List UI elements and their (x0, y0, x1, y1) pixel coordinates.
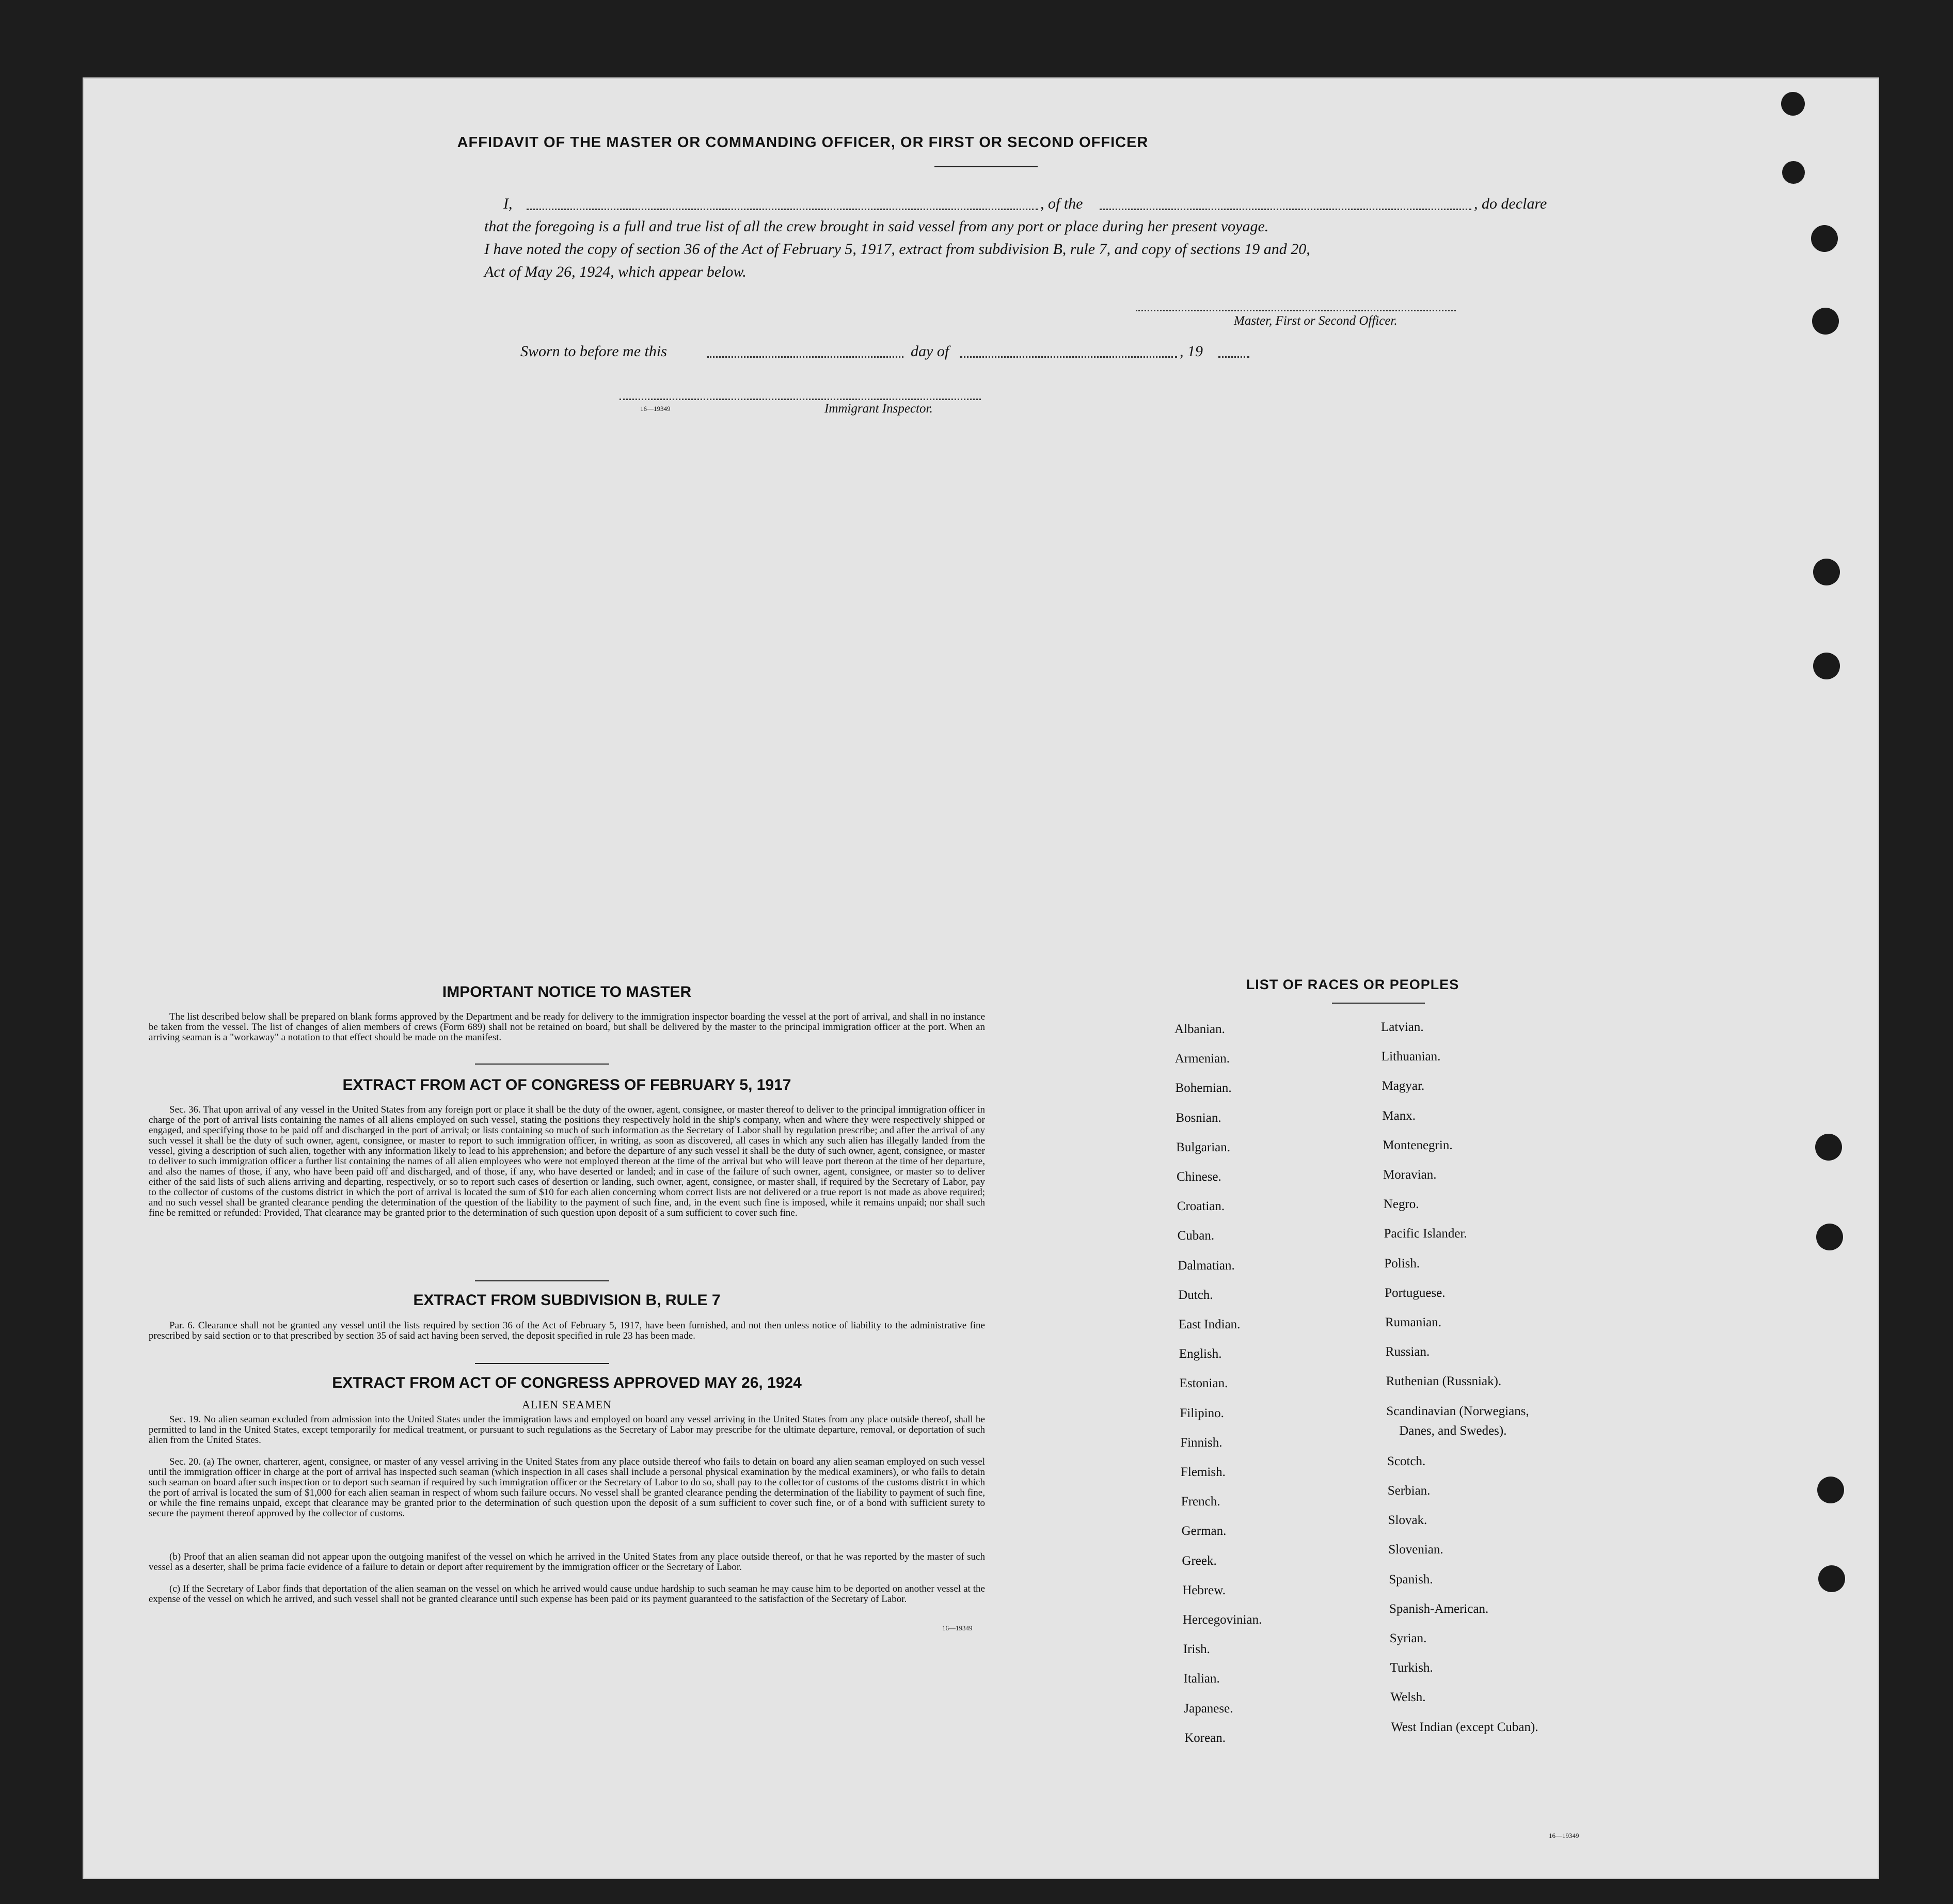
race-item: Bulgarian. (1176, 1140, 1231, 1154)
race-item: Russian. (1385, 1345, 1430, 1359)
race-item: Irish. (1183, 1642, 1210, 1657)
race-item: Albanian. (1174, 1022, 1225, 1036)
sworn-prefix: Sworn to before me this (520, 343, 667, 360)
race-item: Manx. (1382, 1108, 1416, 1123)
affidavit-do-declare: , do declare (1474, 195, 1547, 212)
race-item: Korean. (1184, 1731, 1226, 1745)
affidavit-title: AFFIDAVIT OF THE MASTER OR COMMANDING OFFICER, OR FIRST OR SECOND OFFICER (457, 134, 1149, 151)
race-item: Ruthenian (Russniak). (1386, 1374, 1502, 1389)
affidavit-of-the: , of the (1040, 195, 1083, 212)
sworn-year-field[interactable] (1218, 356, 1249, 358)
races-title-rule (1332, 1003, 1425, 1004)
extract-1917-rule (475, 1280, 609, 1281)
race-item: Slovak. (1388, 1513, 1427, 1528)
race-item: Lithuanian. (1381, 1050, 1441, 1064)
affidavit-line-4: Act of May 26, 1924, which appear below. (484, 263, 747, 280)
binder-hole (1818, 1565, 1845, 1592)
race-item: West Indian (except Cuban). (1391, 1720, 1538, 1734)
race-item: Spanish. (1389, 1572, 1433, 1586)
race-item: French. (1181, 1495, 1220, 1509)
race-item: Croatian. (1177, 1199, 1225, 1214)
binder-hole (1781, 92, 1805, 116)
notice-body: The list described below shall be prepared on blank forms approved by the Department and be ready for delivery to the immigration inspector boarding the vessel at the port of arrival, and shall in no instance be taken from the vessel. The list of changes of alien members of crews (Form 689) shall not be retained on board, but shall be delivered by the master to the principal immigration officer at the port. When an arriving seaman is a "workaway" a notation to that effect should be made on the manifest. (149, 1011, 985, 1043)
affidavit-line-3: I have noted the copy of section 36 of the Act of February 5, 1917, extract from subdivision B, rule 7, and copy of sections 19 and 20, (484, 241, 1310, 258)
rule7-heading: EXTRACT FROM SUBDIVISION B, RULE 7 (413, 1292, 721, 1309)
extract-form-number: 16—19349 (942, 1624, 973, 1632)
race-item: Scotch. (1387, 1454, 1426, 1468)
race-item: Welsh. (1390, 1690, 1426, 1705)
race-item: Latvian. (1381, 1020, 1424, 1034)
extract-1917-body: Sec. 36. That upon arrival of any vessel in the United States from any foreign port or place it shall be the duty of the owner, agent, consignee, or master thereof to deliver to the principal immigration officer in charge of the port of arrival lists containing the names of all aliens employed on such vessel, stating the positions they respectively hold in the ship's company, when and where they were respectively shipped or engaged, and specifying those to be paid off and discharged in the port of arrival; or lists containing so much of such information as the Secretary of Labor shall by regulation prescribe; and after the arrival of any such vessel it shall be the duty of such owner, agent, consignee, or master to report to such immigration officer, in writing, as soon as discovered, all cases in which any such alien has illegally landed from the vessel, giving a description of such alien, together with any information likely to lead to his apprehension; and before the departure of any such vessel it shall be the duty of such owner, agent, consignee, or master to deliver to such immigration officer a further list containing the names of all alien employees who were not employed thereon at the time of the arrival but who will leave port thereon at the time of her departure, and also the names of those, if any, who have been paid off and discharged, and of those, if any, who have deserted or landed; and in case of the failure of such owner, agent, consignee, or master so to deliver either of the said lists of such aliens arriving and departing, respectively, or so to report such cases of desertion or landing, such owner, agent, consignee, or master shall, if required by the Secretary of Labor, pay to the collector of customs of the customs district in which the port of arrival is located the sum of $10 for each alien concerning whom correct lists are not delivered or a true report is not made as above required; and no such vessel shall be granted clearance pending the determination of the question of the liability to the payment of such fine, and, in the event such fine is imposed, while it remains unpaid; nor shall such fine be remitted or refunded: Provided, That clearance may be granted prior to the determination of such question upon deposit of a sum sufficient to cover such fine. (149, 1104, 985, 1218)
binder-hole (1817, 1477, 1844, 1503)
binder-hole (1813, 559, 1840, 585)
race-item: Chinese. (1177, 1170, 1221, 1184)
manifest-page (83, 77, 1879, 1879)
race-item: Filipino. (1180, 1406, 1224, 1420)
race-item: Italian. (1183, 1672, 1220, 1686)
race-item: Slovenian. (1388, 1543, 1443, 1557)
race-item: Bohemian. (1175, 1081, 1232, 1096)
race-item: Serbian. (1387, 1484, 1431, 1498)
race-item: Montenegrin. (1383, 1138, 1453, 1152)
sec19-body: Sec. 19. No alien seaman excluded from admission into the United States under the immigration laws and employed on board any vessel arriving in the United States from any place outside thereof, shall be permitted to land in the United States, except temporarily for medical treatment, or pursuant to such regulations as the Secretary of Labor may prescribe for the ultimate departure, removal, or deportation of such alien from the United States. (149, 1414, 985, 1446)
binder-hole (1815, 1134, 1842, 1161)
affidavit-line-2: that the foregoing is a full and true list of all the crew brought in said vessel from any port or place during her present voyage. (484, 218, 1269, 235)
race-item: Estonian. (1179, 1376, 1228, 1391)
races-form-number: 16—19349 (1549, 1832, 1579, 1839)
sec20a-body: Sec. 20. (a) The owner, charterer, agent, consignee, or master of any vessel arriving in the United States from any place outside thereof who fails to detain on board any alien seaman employed on such vessel until the immigration officer in charge at the port of arrival has inspected such seaman (which inspection in all cases shall include a personal physical examination by the medical examiners), or who fails to detain such seaman on board after such inspection or to deport such seaman if required by such immigration officer or the Secretary of Labor to do so, shall pay to the collector of customs of the customs district in which the port of arrival is located the sum of $1,000 for each alien seaman in respect of whom such failure occurs. No vessel shall be granted clearance pending the determination of the liability to payment of such fine, or while the fine remains unpaid, except that clearance may be granted prior to the determination of such question upon the deposit of a sum sufficient to cover such fine, or of a bond with sufficient surety to secure the payment thereof approved by the collector of customs. (149, 1456, 985, 1519)
race-item: East Indian. (1179, 1318, 1241, 1331)
affidavit-title-rule (934, 166, 1038, 167)
race-item: English. (1179, 1347, 1222, 1361)
race-item: Hercegovinian. (1183, 1613, 1262, 1627)
race-item: Rumanian. (1385, 1315, 1442, 1329)
race-item: Scandinavian (Norwegians, (1386, 1404, 1529, 1418)
race-item: Greek. (1182, 1553, 1217, 1568)
race-item: Magyar. (1382, 1079, 1425, 1093)
race-item: Dalmatian. (1178, 1258, 1235, 1273)
race-item: Turkish. (1390, 1661, 1433, 1675)
race-item: Dutch. (1178, 1288, 1213, 1302)
sec20c-body: (c) If the Secretary of Labor finds that deportation of the alien seaman on the vessel on which he arrived would cause undue hardship to such seaman he may cause him to be deported on another vessel at the expense of the vessel on which he arrived, and such vessel shall not be granted clearance until such expense has been paid or its payment guaranteed to the satisfaction of the Secretary of Labor. (149, 1583, 985, 1605)
master-label: Master, First or Second Officer. (1234, 314, 1398, 328)
affidavit-i: I, (503, 195, 513, 212)
sworn-year: , 19 (1180, 343, 1203, 360)
sec20b-body: (b) Proof that an alien seaman did not appear upon the outgoing manifest of the vessel on which he arrived in the United States from any place outside thereof, or that he was reported by the master of such vessel as a deserter, shall be prima facie evidence of a failure to detain or deport after requirement by the immigration officer or the Secretary of Labor. (149, 1551, 985, 1573)
binder-hole (1782, 161, 1805, 184)
race-item: Syrian. (1389, 1631, 1427, 1645)
race-item: German. (1181, 1524, 1227, 1538)
extract-1924-heading: EXTRACT FROM ACT OF CONGRESS APPROVED MAY 26, 1924 (332, 1374, 802, 1391)
sworn-day-field[interactable] (707, 356, 903, 358)
binder-hole (1816, 1224, 1843, 1250)
race-item: Cuban. (1177, 1229, 1215, 1243)
affidavit-form-number: 16—19349 (640, 405, 671, 412)
vessel-name-field[interactable] (1100, 209, 1471, 210)
binder-hole (1813, 653, 1840, 679)
sworn-day-of: day of (911, 343, 949, 360)
binder-hole (1812, 308, 1839, 335)
inspector-signature-field[interactable] (620, 399, 981, 400)
alien-seamen-subheading: ALIEN SEAMEN (522, 1398, 612, 1411)
notice-heading: IMPORTANT NOTICE TO MASTER (442, 983, 692, 1001)
sworn-month-field[interactable] (960, 356, 1177, 358)
officer-name-field[interactable] (527, 209, 1038, 210)
race-item: Japanese. (1184, 1701, 1233, 1716)
race-item: Portuguese. (1385, 1286, 1446, 1300)
race-item: Danes, and Swedes). (1399, 1423, 1507, 1438)
rule7-rule (475, 1363, 609, 1364)
race-item: Armenian. (1174, 1052, 1230, 1066)
race-item: Spanish-American. (1389, 1601, 1489, 1616)
races-title: LIST OF RACES OR PEOPLES (1246, 977, 1459, 992)
race-item: Bosnian. (1176, 1110, 1221, 1125)
race-item: Flemish. (1181, 1465, 1226, 1479)
race-item: Polish. (1384, 1256, 1420, 1271)
extract-1917-heading: EXTRACT FROM ACT OF CONGRESS OF FEBRUARY 5, 1917 (342, 1076, 791, 1093)
notice-rule (475, 1064, 609, 1065)
race-item: Pacific Islander. (1384, 1227, 1467, 1241)
race-item: Moravian. (1383, 1168, 1437, 1182)
master-signature-field[interactable] (1136, 310, 1456, 311)
race-item: Hebrew. (1182, 1583, 1226, 1597)
inspector-label: Immigrant Inspector. (824, 402, 933, 416)
binder-hole (1811, 225, 1838, 252)
rule7-body: Par. 6. Clearance shall not be granted any vessel until the lists required by section 36 of the Act of February 5, 1917, have been furnished, and not then unless notice of liability to the administrative fine prescribed by said section or to that prescribed by section 35 of said act having been served, the deposit specified in rule 23 has been made. (149, 1320, 985, 1341)
race-item: Negro. (1383, 1197, 1419, 1212)
race-item: Finnish. (1180, 1435, 1222, 1450)
